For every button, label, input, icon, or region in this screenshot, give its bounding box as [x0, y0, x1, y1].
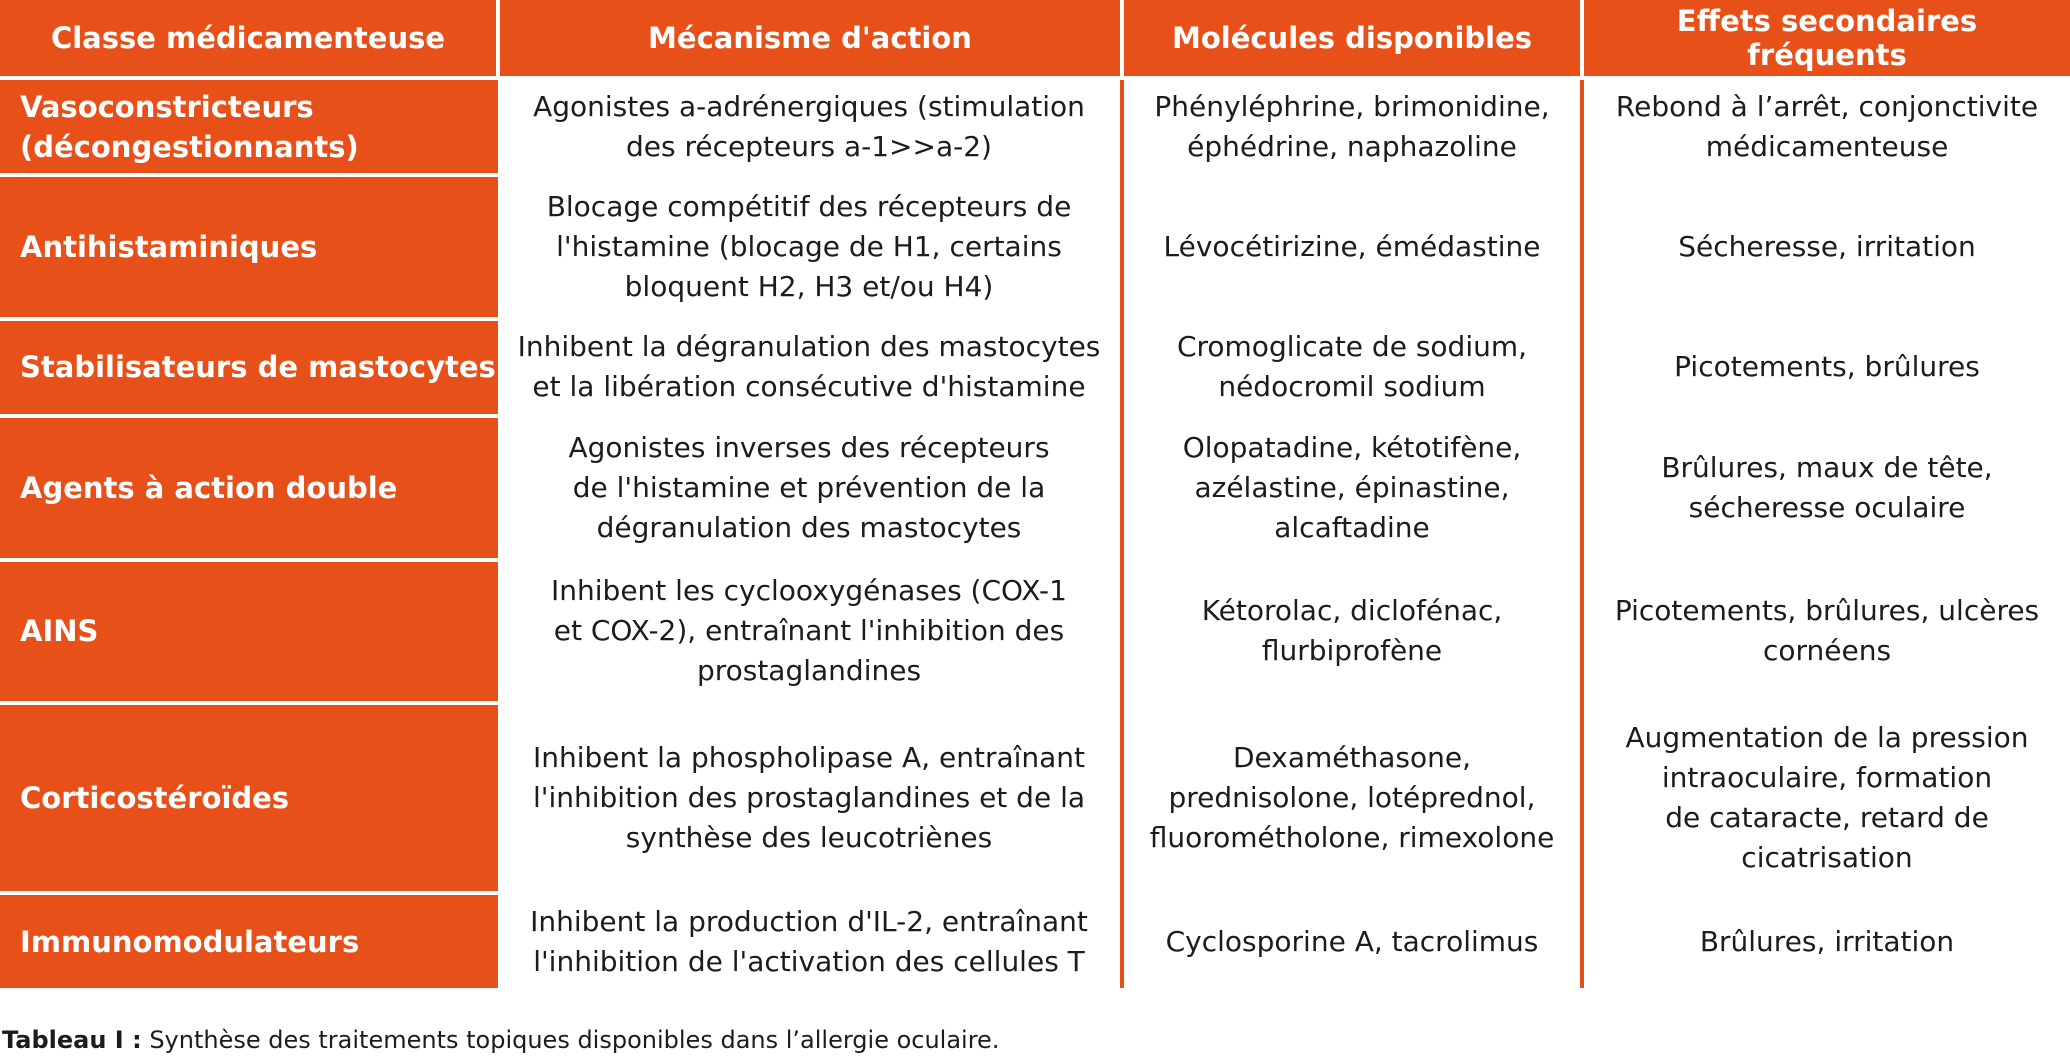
- mechanism-cell: [498, 893, 1122, 988]
- molecules-cell: [1122, 560, 1582, 704]
- class-cell: [0, 893, 498, 988]
- table-row: [0, 78, 2070, 175]
- cell-line: des récepteurs a-1>>a-2): [626, 129, 992, 163]
- cell-line: dégranulation des mastocytes: [596, 510, 1022, 544]
- cell-line: Inhibent la production d'IL-2, entraînant: [530, 904, 1088, 938]
- cell-line: fluorométholone, rimexolone: [1149, 821, 1555, 855]
- mechanism-cell: [498, 703, 1122, 893]
- cell-line: intraoculaire, formation: [1661, 761, 1993, 795]
- cell-line: (décongestionnants): [20, 129, 359, 164]
- class-cell: [0, 78, 498, 175]
- cell-line: bloquent H2, H3 et/ou H4): [624, 270, 994, 304]
- header-class: Classe médicamenteuse: [0, 0, 498, 78]
- table-row: [0, 175, 2070, 319]
- header-effects: Effets secondaires fréquents: [1582, 0, 2070, 78]
- effects-cell: [1582, 175, 2070, 319]
- table-caption: [2, 1026, 999, 1054]
- cell-line: l'inhibition de l'activation des cellules T: [533, 944, 1085, 978]
- cell-line: Rebond à l’arrêt, conjonctivite: [1615, 89, 2039, 123]
- table-row: [0, 319, 2070, 416]
- caption-label: Tableau I :: [2, 1026, 142, 1054]
- cell-line: Antihistaminiques: [20, 230, 318, 265]
- cell-line: prostaglandines: [696, 654, 922, 688]
- class-cell: [0, 703, 498, 893]
- class-cell: [0, 416, 498, 560]
- cell-line: sécheresse oculaire: [1688, 490, 1966, 524]
- cell-line: Inhibent la dégranulation des mastocytes: [517, 330, 1101, 364]
- cell-line: Corticostéroïdes: [20, 781, 290, 816]
- mechanism-cell: [498, 560, 1122, 704]
- table-row: [0, 893, 2070, 988]
- cell-line: prednisolone, lotéprednol,: [1168, 781, 1536, 815]
- cell-line: Picotements, brûlures: [1674, 350, 1980, 384]
- cell-line: Kétorolac, diclofénac,: [1201, 594, 1503, 628]
- cell-line: Dexaméthasone,: [1233, 741, 1471, 775]
- table-row: [0, 416, 2070, 560]
- class-cell: [0, 319, 498, 416]
- table-header: [0, 0, 2070, 78]
- cell-line: alcaftadine: [1274, 510, 1430, 544]
- cell-line: Inhibent les cyclooxygénases (COX-1: [551, 574, 1067, 608]
- cell-line: et COX-2), entraînant l'inhibition des: [553, 614, 1065, 648]
- cell-line: cornéens: [1762, 634, 1892, 668]
- table-body: [0, 78, 2070, 988]
- effects-cell: [1582, 893, 2070, 988]
- cell-line: Agonistes inverses des récepteurs: [568, 430, 1050, 464]
- caption-text: Synthèse des traitements topiques disponibles dans l’allergie oculaire.: [141, 1026, 1000, 1054]
- cell-line: l'inhibition des prostaglandines et de la: [532, 781, 1086, 815]
- molecules-cell: [1122, 416, 1582, 560]
- table-row: [0, 703, 2070, 893]
- cell-line: Agonistes a-adrénergiques (stimulation: [533, 89, 1085, 123]
- table-row: [0, 560, 2070, 704]
- cell-line: flurbiprofène: [1261, 634, 1443, 668]
- effects-cell: [1582, 416, 2070, 560]
- class-cell: [0, 560, 498, 704]
- molecules-cell: [1122, 78, 1582, 175]
- molecules-cell: [1122, 319, 1582, 416]
- effects-cell: [1582, 319, 2070, 416]
- effects-cell: [1582, 78, 2070, 175]
- cell-line: de l'histamine et prévention de la: [572, 470, 1046, 504]
- cell-line: Brûlures, maux de tête,: [1661, 450, 1993, 484]
- cell-line: Blocage compétitif des récepteurs de: [546, 190, 1072, 224]
- cell-line: Sécheresse, irritation: [1678, 230, 1976, 264]
- mechanism-cell: [498, 416, 1122, 560]
- cell-line: azélastine, épinastine,: [1194, 470, 1510, 504]
- cell-line: synthèse des leucotriènes: [625, 821, 993, 855]
- cell-line: AINS: [20, 614, 99, 649]
- cell-line: Picotements, brûlures, ulcères: [1614, 594, 2040, 628]
- cell-line: médicamenteuse: [1705, 129, 1949, 163]
- cell-line: Vasoconstricteurs: [20, 89, 314, 124]
- molecules-cell: [1122, 703, 1582, 893]
- cell-line: l'histamine (blocage de H1, certains: [556, 230, 1062, 264]
- mechanism-cell: [498, 319, 1122, 416]
- molecules-cell: [1122, 175, 1582, 319]
- cell-line: Cromoglicate de sodium,: [1176, 330, 1528, 364]
- cell-line: de cataracte, retard de: [1665, 801, 1989, 835]
- cell-line: Stabilisateurs de mastocytes: [20, 350, 496, 385]
- cell-line: Phényléphrine, brimonidine,: [1154, 89, 1550, 123]
- cell-line: nédocromil sodium: [1218, 370, 1486, 404]
- mechanism-cell: [498, 175, 1122, 319]
- class-cell: [0, 175, 498, 319]
- header-molecules: Molécules disponibles: [1122, 0, 1582, 78]
- cell-line: Inhibent la phospholipase A, entraînant: [532, 741, 1086, 775]
- molecules-cell: [1122, 893, 1582, 988]
- header-row: [0, 0, 2070, 78]
- cell-line: Immunomodulateurs: [20, 924, 360, 959]
- cell-line: éphédrine, naphazoline: [1187, 129, 1517, 163]
- cell-line: Augmentation de la pression: [1625, 721, 2029, 755]
- cell-line: et la libération consécutive d'histamine: [532, 370, 1086, 404]
- mechanism-cell: [498, 78, 1122, 175]
- header-mechanism: Mécanisme d'action: [498, 0, 1122, 78]
- cell-line: Cyclosporine A, tacrolimus: [1165, 924, 1539, 958]
- cell-line: Lévocétirizine, émédastine: [1163, 230, 1541, 264]
- cell-line: cicatrisation: [1741, 841, 1913, 875]
- cell-line: Brûlures, irritation: [1699, 924, 1955, 958]
- effects-cell: [1582, 560, 2070, 704]
- cell-line: Agents à action double: [20, 470, 398, 505]
- cell-line: Olopatadine, kétotifène,: [1182, 430, 1522, 464]
- effects-cell: [1582, 703, 2070, 893]
